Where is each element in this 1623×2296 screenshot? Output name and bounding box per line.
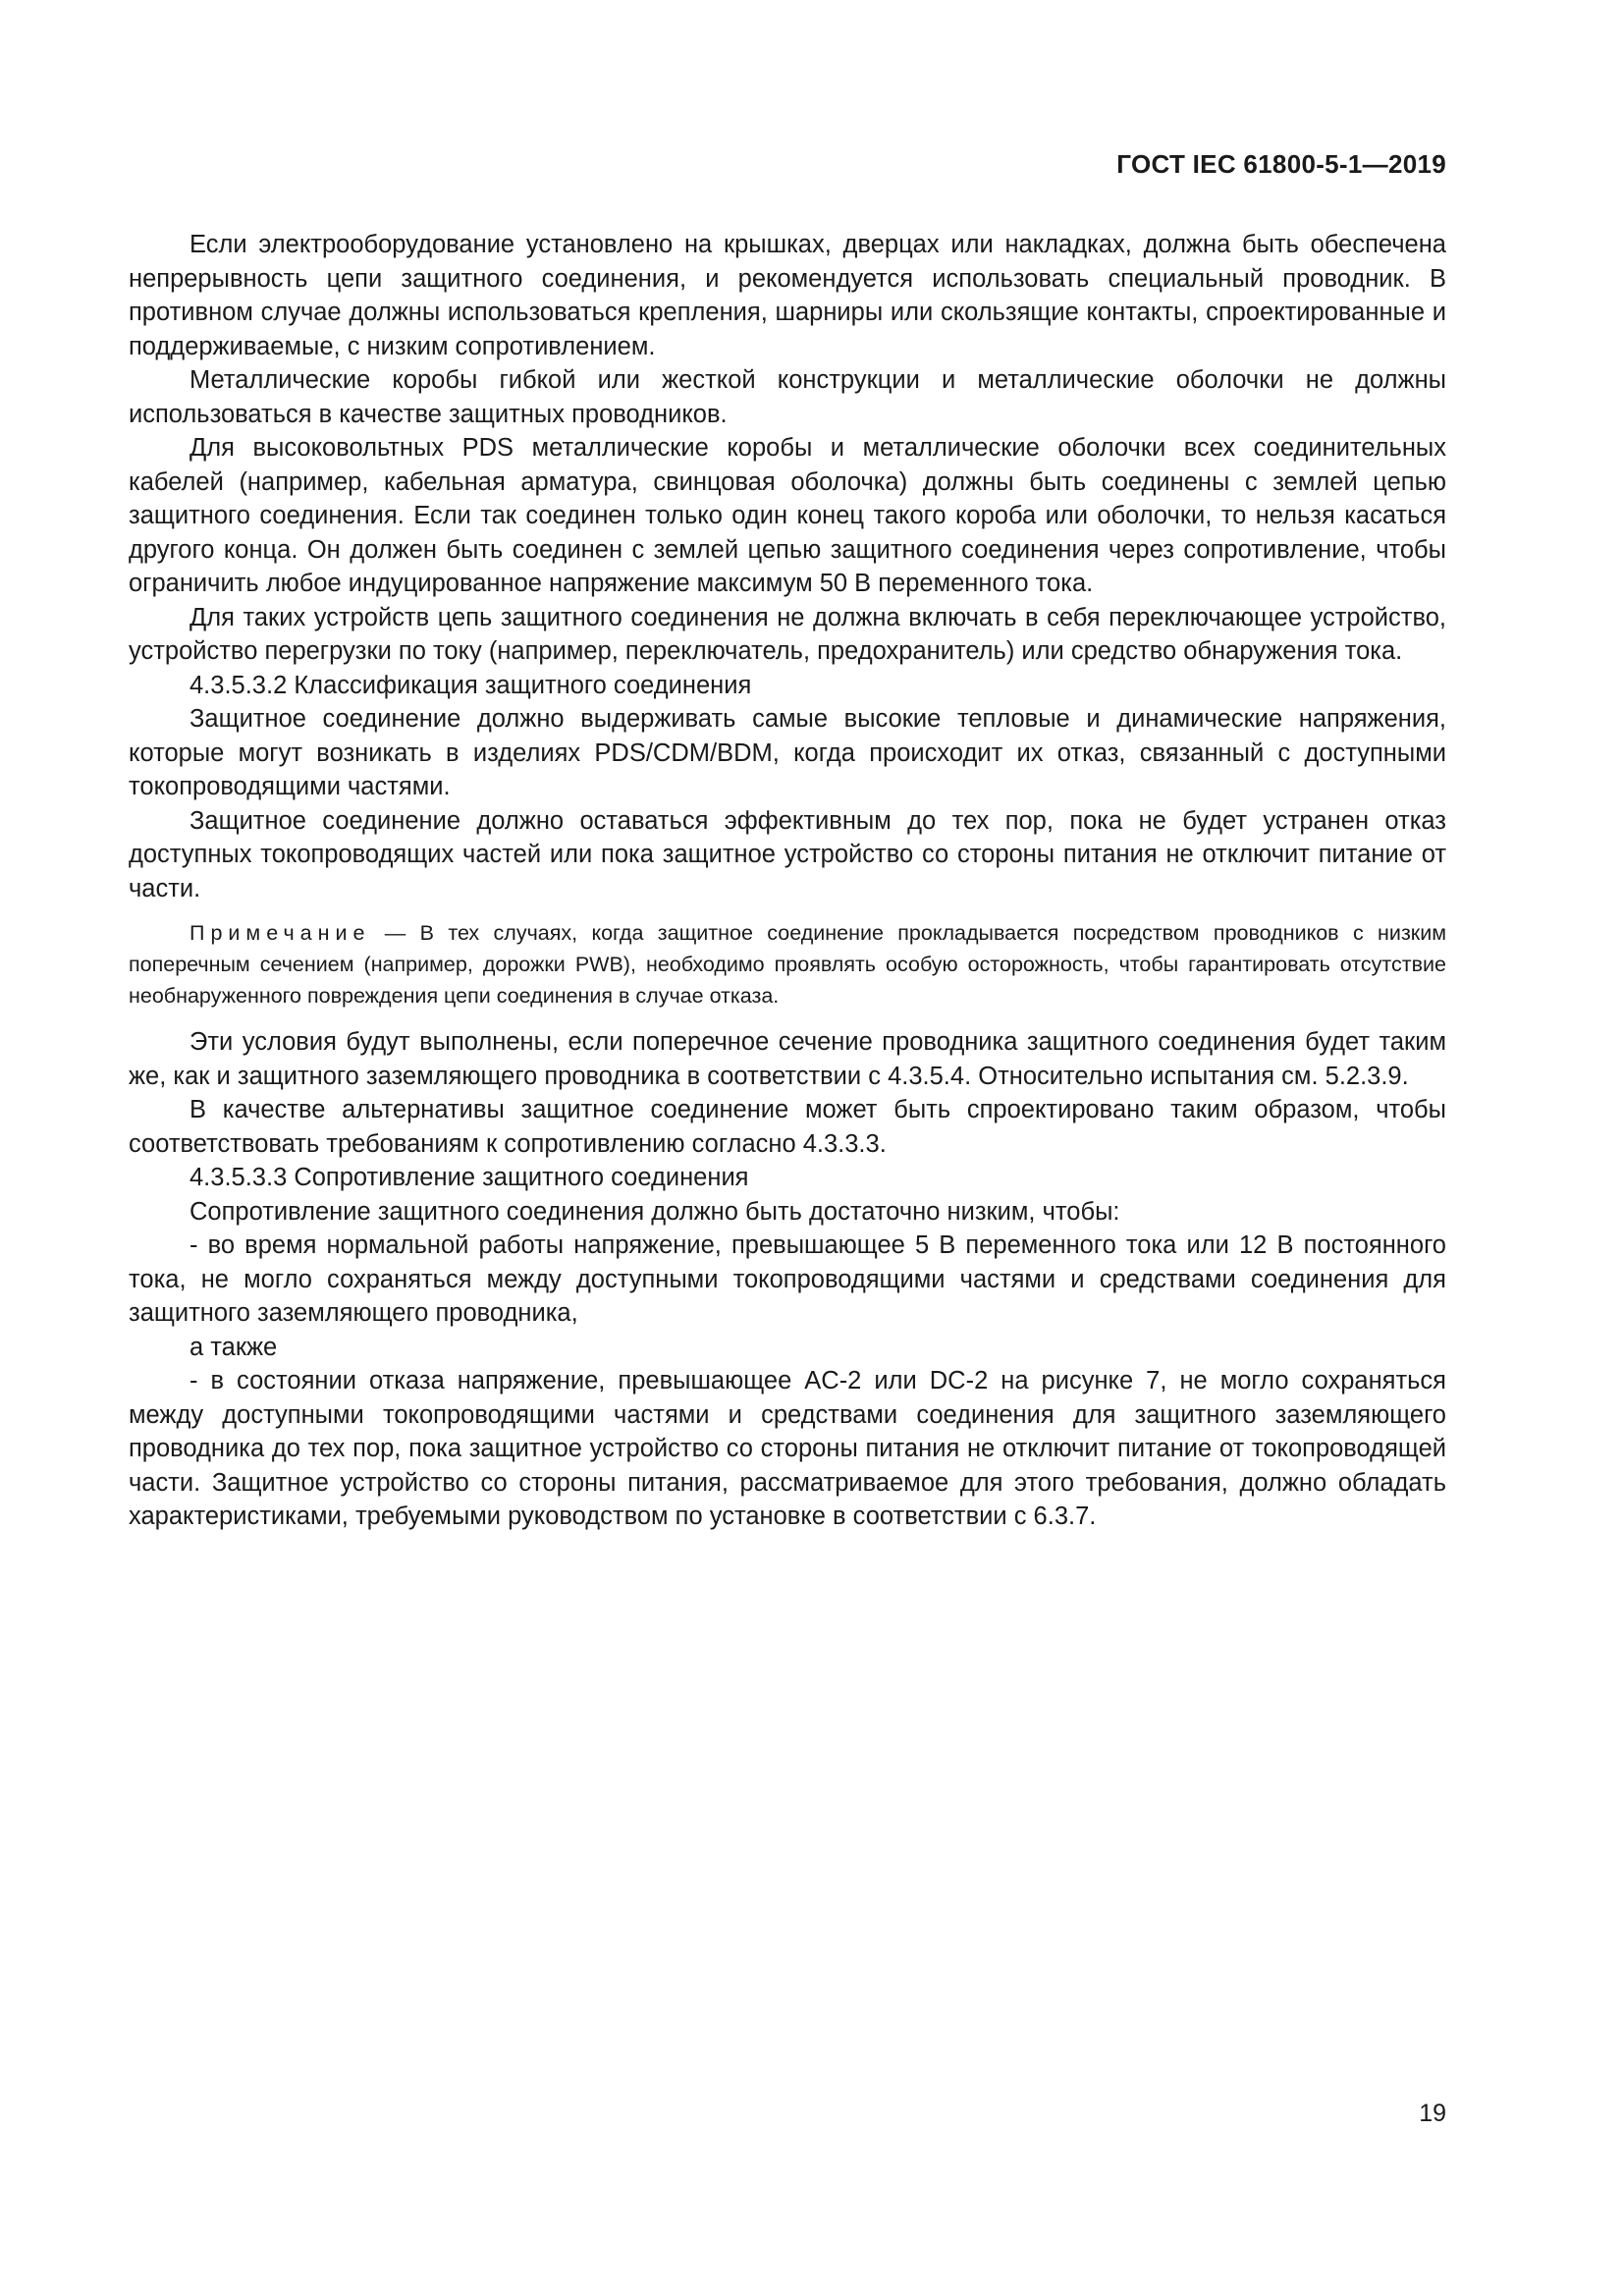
document-header: ГОСТ IEC 61800-5-1—2019	[1116, 149, 1446, 179]
note	[129, 917, 1446, 1011]
paragraph: Эти условия будут выполнены, если поперечное сечение проводника защитного соединения будет таким же, как и защитного заземляющего проводника в соответствии с 4.3.5.4. Относительно испытания см. 5.2.3.9.	[129, 1028, 1446, 1090]
paragraph: Для таких устройств цепь защитного соединения не должна включать в себя переключающее устройство, устройство перегрузки по току (например, переключатель, предохранитель) или средство обнаружения тока.	[129, 603, 1446, 665]
paragraph: Сопротивление защитного соединения должно быть достаточно низким, чтобы:	[189, 1197, 1120, 1226]
paragraph: Металлические коробы гибкой или жесткой конструкции и металлические оболочки не должны использоваться в качестве защитных проводников.	[129, 366, 1446, 428]
note-label: Примечание	[189, 921, 371, 945]
document-body	[129, 228, 1446, 1534]
list-item: - во время нормальной работы напряжение, превышающее 5 В переменного тока или 12 В постоянного тока, не могло сохраняться между доступными токопроводящими частями и средствами соединения для защитного заземляющего проводника,	[129, 1231, 1446, 1327]
list-item: - в состоянии отказа напряжение, превышающее AC-2 или DC-2 на рисунке 7, не могло сохраняться между доступными токопроводящими частями и средствами соединения для защитного заземляющего проводника до тех пор, пока защитное устройство со стороны питания не отключит питание от токопроводящей части. Защитное устройство со стороны питания, рассматриваемое для этого требования, должно обладать характеристиками, требуемыми руководством по установке в соответствии с 6.3.7.	[129, 1367, 1446, 1530]
paragraph: В качестве альтернативы защитное соединение может быть спроектировано таким образом, чтобы соответствовать требованиям к сопротивлению согласно 4.3.3.3.	[129, 1096, 1446, 1158]
section-heading: 4.3.5.3.3 Сопротивление защитного соединения	[189, 1164, 749, 1191]
page-number: 19	[1419, 2100, 1446, 2127]
note-text: — В тех случаях, когда защитное соединение прокладывается посредством проводников с низким поперечным сечением (например, дорожки PWB), необходимо проявлять особую осторожность, чтобы гарантировать отсутствие необнаруженного повреждения цепи соединения в случае отказа.	[129, 921, 1446, 1008]
paragraph: Защитное соединение должно оставаться эффективным до тех пор, пока не будет устранен отказ доступных токопроводящих частей или пока защитное устройство со стороны питания не отключит питание от части.	[129, 806, 1446, 902]
paragraph: Для высоковольтных PDS металлические коробы и металлические оболочки всех соединительных кабелей (например, кабельная арматура, свинцовая оболочка) должны быть соединены с землей цепью защитного соединения. Если так соединен только один конец такого короба или оболочки, то нельзя касаться другого конца. Он должен быть соединен с землей цепью защитного соединения через сопротивление, чтобы ограничить любое индуцированное напряжение максимум 50 В переменного тока.	[129, 434, 1446, 597]
paragraph: а также	[189, 1333, 278, 1361]
section-heading: 4.3.5.3.2 Классификация защитного соединения	[189, 671, 752, 699]
paragraph: Защитное соединение должно выдерживать самые высокие тепловые и динамические напряжения, которые могут возникать в изделиях PDS/CDM/BDM, когда происходит их отказ, связанный с доступными токопроводящими частями.	[129, 705, 1446, 800]
paragraph: Если электрооборудование установлено на крышках, дверцах или накладках, должна быть обеспечена непрерывность цепи защитного соединения, и рекомендуется использовать специальный проводник. В противном случае должны использоваться крепления, шарниры или скользящие контакты, спроектированные и поддерживаемые, с низким сопротивлением.	[129, 231, 1446, 360]
